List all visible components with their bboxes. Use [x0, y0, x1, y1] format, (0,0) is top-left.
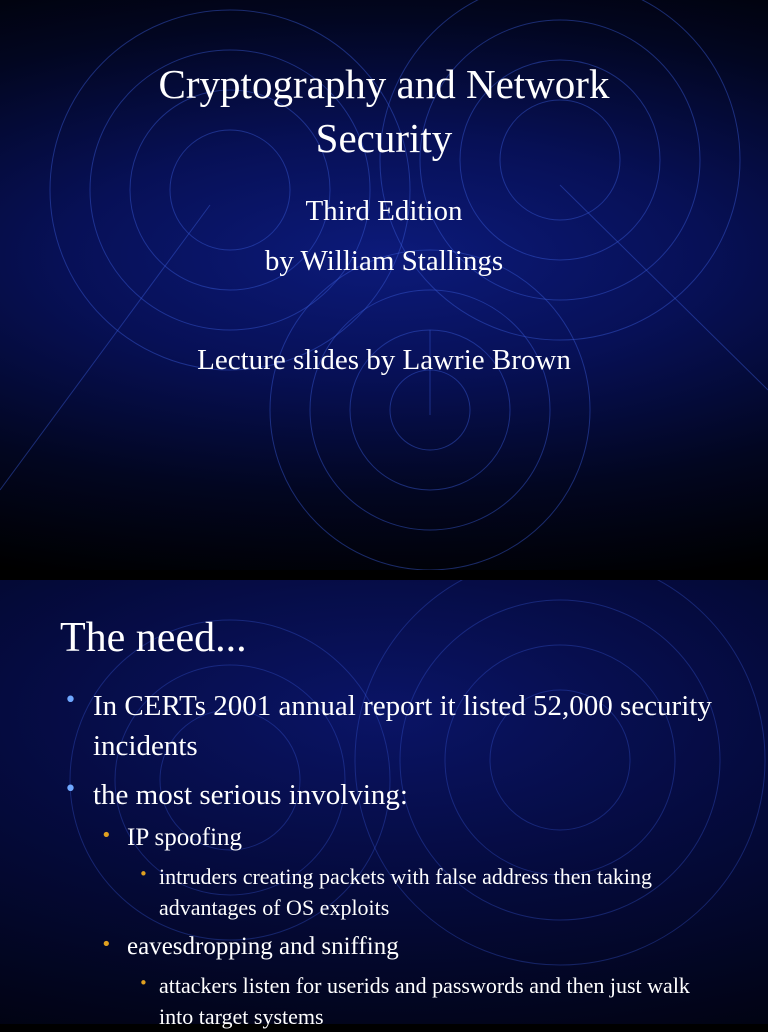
author-text: by William Stallings: [264, 245, 504, 277]
edition-text: Third Edition: [305, 195, 463, 227]
round-bullet-icon: •: [64, 688, 77, 713]
round-bullet-icon: •: [139, 974, 148, 992]
sub-sub-bullet-item: attackers listen for userids and passwords and then just walk into target systems: [159, 973, 690, 1029]
bullet-item: the most serious involving:: [93, 779, 408, 811]
slide-title: Cryptography and Network Security: [158, 61, 610, 161]
sub-bullet-item: eavesdropping and sniffing: [127, 933, 399, 960]
sub-sub-bullet-item: intruders creating packets with false address then taking advantages of OS exploits: [159, 864, 653, 920]
slide-heading: The need...: [60, 615, 247, 661]
round-bullet-icon: •: [64, 777, 77, 802]
round-bullet-icon: •: [101, 934, 112, 955]
slide-separator: [0, 570, 768, 580]
lecture-credit-text: Lecture slides by Lawrie Brown: [197, 344, 571, 376]
sub-bullet-item: IP spoofing: [127, 824, 243, 851]
round-bullet-icon: •: [101, 825, 112, 846]
round-bullet-icon: •: [139, 865, 148, 883]
bullet-item: In CERTs 2001 annual report it listed 52,000 security incidents: [93, 690, 712, 762]
